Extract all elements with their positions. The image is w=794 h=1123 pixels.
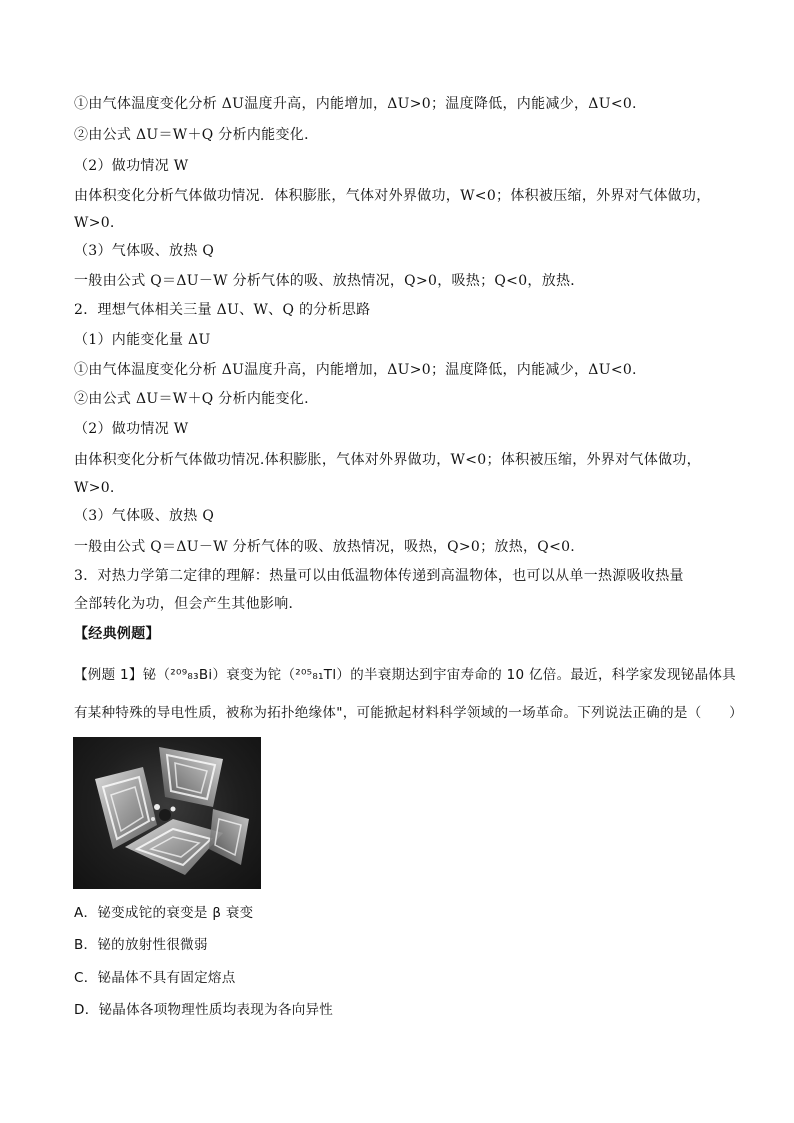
text-line-18: 全部转化为功，但会产生其他影响． — [74, 596, 303, 612]
section-heading: 【经典例题】 — [74, 626, 160, 642]
text-line-10: ①由气体温度变化分析 ΔU温度升高，内能增加，ΔU>0；温度降低，内能减少，ΔU<0. — [74, 362, 637, 378]
text-line-11: ②由公式 ΔU＝W＋Q 分析内能变化. — [74, 391, 309, 407]
text-line-6: （3）气体吸、放热 Q — [74, 243, 215, 259]
text-line-16: 一般由公式 Q＝ΔU－W 分析气体的吸、放热情况，吸热，Q>0；放热，Q<0. — [74, 539, 576, 555]
option-d: D．铋晶体各项物理性质均表现为各向异性 — [74, 1002, 334, 1018]
text-line-2: ②由公式 ΔU＝W＋Q 分析内能变化． — [74, 127, 319, 143]
text-line-3: （2）做功情况 W — [74, 158, 189, 174]
text-line-5: W>0. — [74, 215, 115, 231]
text-line-15: （3）气体吸、放热 Q — [74, 508, 215, 524]
text-line-4: 由体积变化分析气体做功情况．体积膨胀，气体对外界做功，W<0；体积被压缩，外界对气体做功， — [74, 188, 711, 204]
text-line-17: 3．对热力学第二定律的理解：热量可以由低温物体传递到高温物体，也可以从单一热源吸收热量 — [74, 568, 684, 584]
example-stem-line-2: 有某种特殊的导电性质，被称为拓扑绝缘体"，可能掀起材料科学领域的一场革命。下列说法正确的是（ ） — [74, 705, 743, 721]
text-line-13: 由体积变化分析气体做功情况.体积膨胀，气体对外界做功，W<0；体积被压缩，外界对气体做功， — [74, 452, 701, 468]
text-line-8: 2．理想气体相关三量 ΔU、W、Q 的分析思路 — [74, 302, 371, 318]
bismuth-crystal-photo — [73, 737, 261, 889]
text-line-9: （1）内能变化量 ΔU — [74, 332, 211, 348]
option-c: C．铋晶体不具有固定熔点 — [74, 970, 236, 986]
text-line-1: ①由气体温度变化分析 ΔU温度升高，内能增加，ΔU>0；温度降低，内能减少，ΔU<0. — [74, 96, 637, 112]
text-line-7: 一般由公式 Q＝ΔU－W 分析气体的吸、放热情况，Q>0，吸热；Q<0，放热． — [74, 273, 585, 289]
option-a: A．铋变成铊的衰变是 β 衰变 — [74, 905, 254, 921]
text-line-12: （2）做功情况 W — [74, 421, 189, 437]
example-stem-line-1: 【例题 1】铋（²⁰⁹₈₃Bi）衰变为铊（²⁰⁵₈₁Tl）的半衰期达到宇宙寿命的 10 亿倍。最近，科学家发现铋晶体具 — [74, 667, 736, 683]
option-b: B．铋的放射性很微弱 — [74, 937, 208, 953]
text-line-14: W>0. — [74, 480, 115, 496]
